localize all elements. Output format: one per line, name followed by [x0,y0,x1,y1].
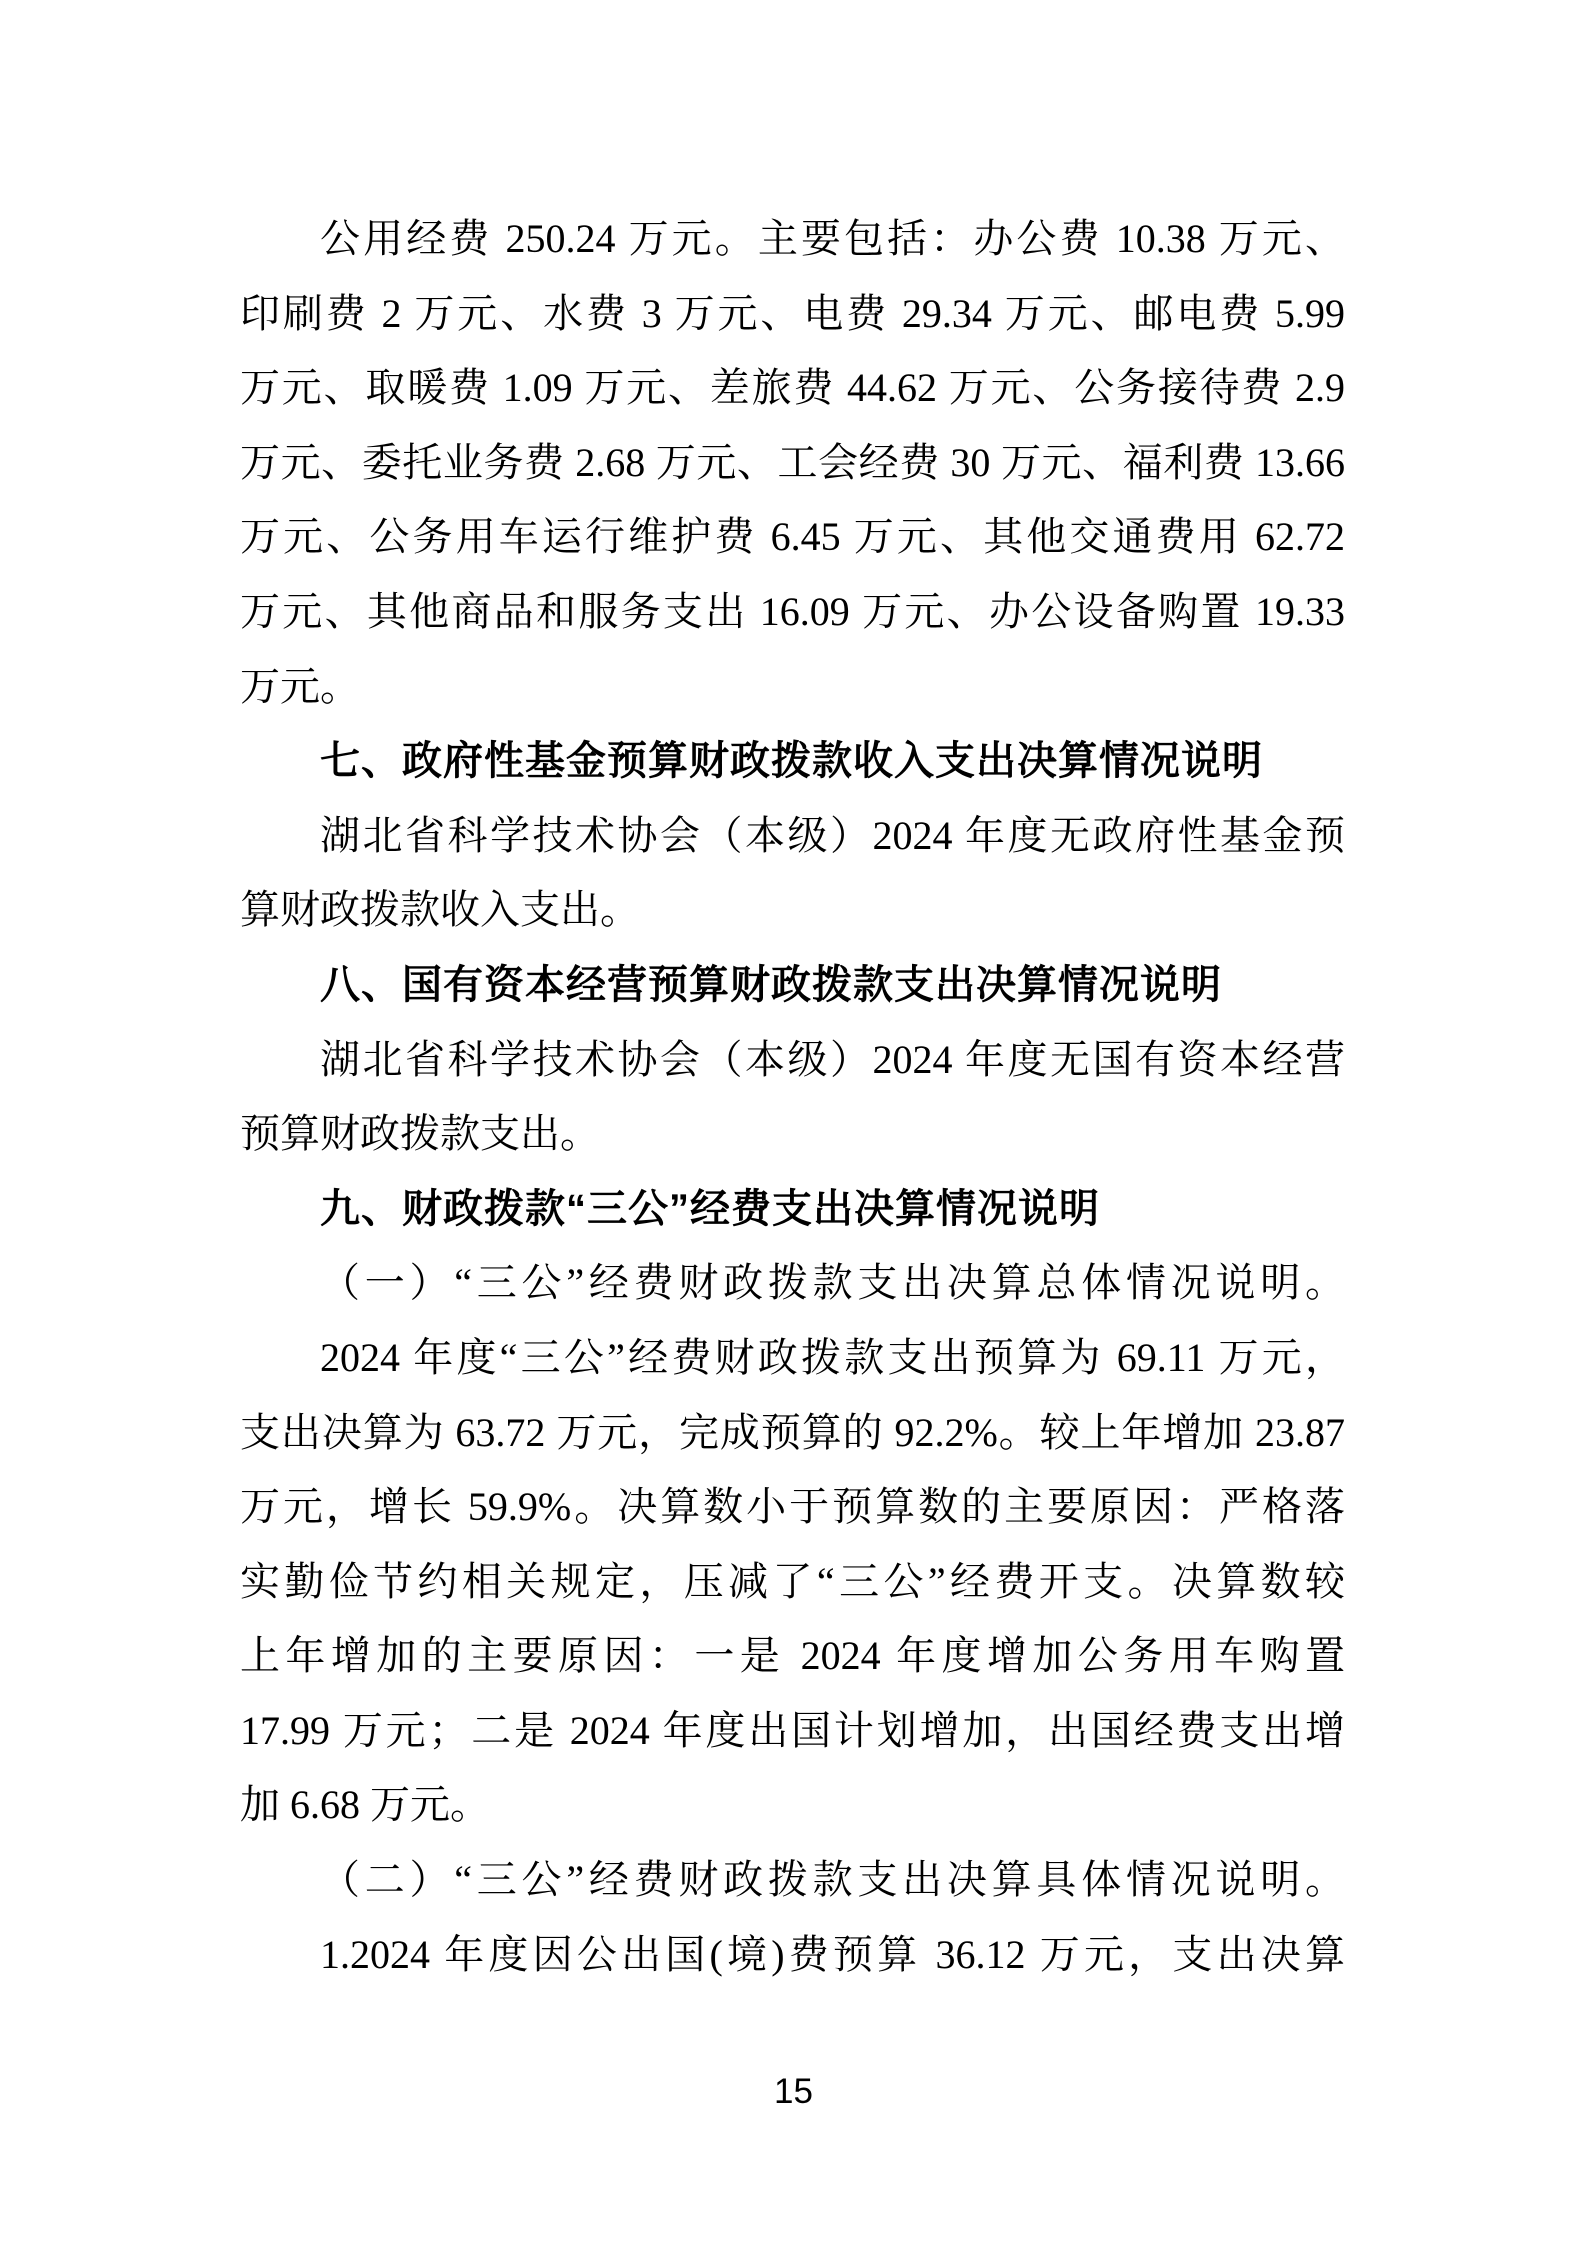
paragraph-line: 支出决算为 63.72 万元，完成预算的 92.2%。较上年增加 23.87 [240,1409,1345,1455]
paragraph-line: 2024 年度“三公”经费财政拨款支出预算为 69.11 万元， [320,1334,1345,1380]
page-number: 15 [774,2072,813,2111]
paragraph-line: 万元，增长 59.9%。决算数小于预算数的主要原因：严格落 [240,1484,1345,1530]
paragraph-line: 上年增加的主要原因：一是 2024 年度增加公务用车购置 [240,1633,1345,1679]
paragraph-line: 1.2024 年度因公出国(境)费预算 36.12 万元，支出决算 [320,1931,1345,1977]
paragraph-line: 加 6.68 万元。 [240,1782,490,1828]
paragraph-line: 湖北省科学技术协会（本级）2024 年度无国有资本经营 [320,1036,1345,1082]
paragraph-line: 印刷费 2 万元、水费 3 万元、电费 29.34 万元、邮电费 5.99 [240,290,1345,336]
paragraph-line: 万元、公务用车运行维护费 6.45 万元、其他交通费用 62.72 [240,514,1345,560]
paragraph-line: 公用经费 250.24 万元。主要包括：办公费 10.38 万元、 [320,216,1345,261]
section-heading-9: 九、财政拨款“三公”经费支出决算情况说明 [320,1186,1100,1231]
paragraph-line: （一）“三公”经费财政拨款支出决算总体情况说明。 [320,1260,1345,1306]
text-block [240,202,1345,1992]
paragraph-line: 万元、取暖费 1.09 万元、差旅费 44.62 万元、公务接待费 2.9 [240,365,1345,411]
paragraph-line: （二）“三公”经费财政拨款支出决算具体情况说明。 [320,1857,1345,1903]
paragraph-line: 万元。 [240,663,360,709]
paragraph-line: 17.99 万元；二是 2024 年度出国计划增加，出国经费支出增 [240,1707,1345,1753]
paragraph-line: 算财政拨款收入支出。 [240,887,640,933]
paragraph-line: 万元、其他商品和服务支出 16.09 万元、办公设备购置 19.33 [240,588,1345,634]
section-heading-8: 八、国有资本经营预算财政拨款支出决算情况说明 [320,962,1222,1007]
paragraph-line: 实勤俭节约相关规定，压减了“三公”经费开支。决算数较 [240,1558,1345,1604]
paragraph-line: 万元、委托业务费 2.68 万元、工会经费 30 万元、福利费 13.66 [240,439,1345,485]
paragraph-line: 湖北省科学技术协会（本级）2024 年度无政府性基金预 [320,812,1345,858]
section-heading-7: 七、政府性基金预算财政拨款收入支出决算情况说明 [320,739,1263,784]
paragraph-line: 预算财政拨款支出。 [240,1111,600,1157]
